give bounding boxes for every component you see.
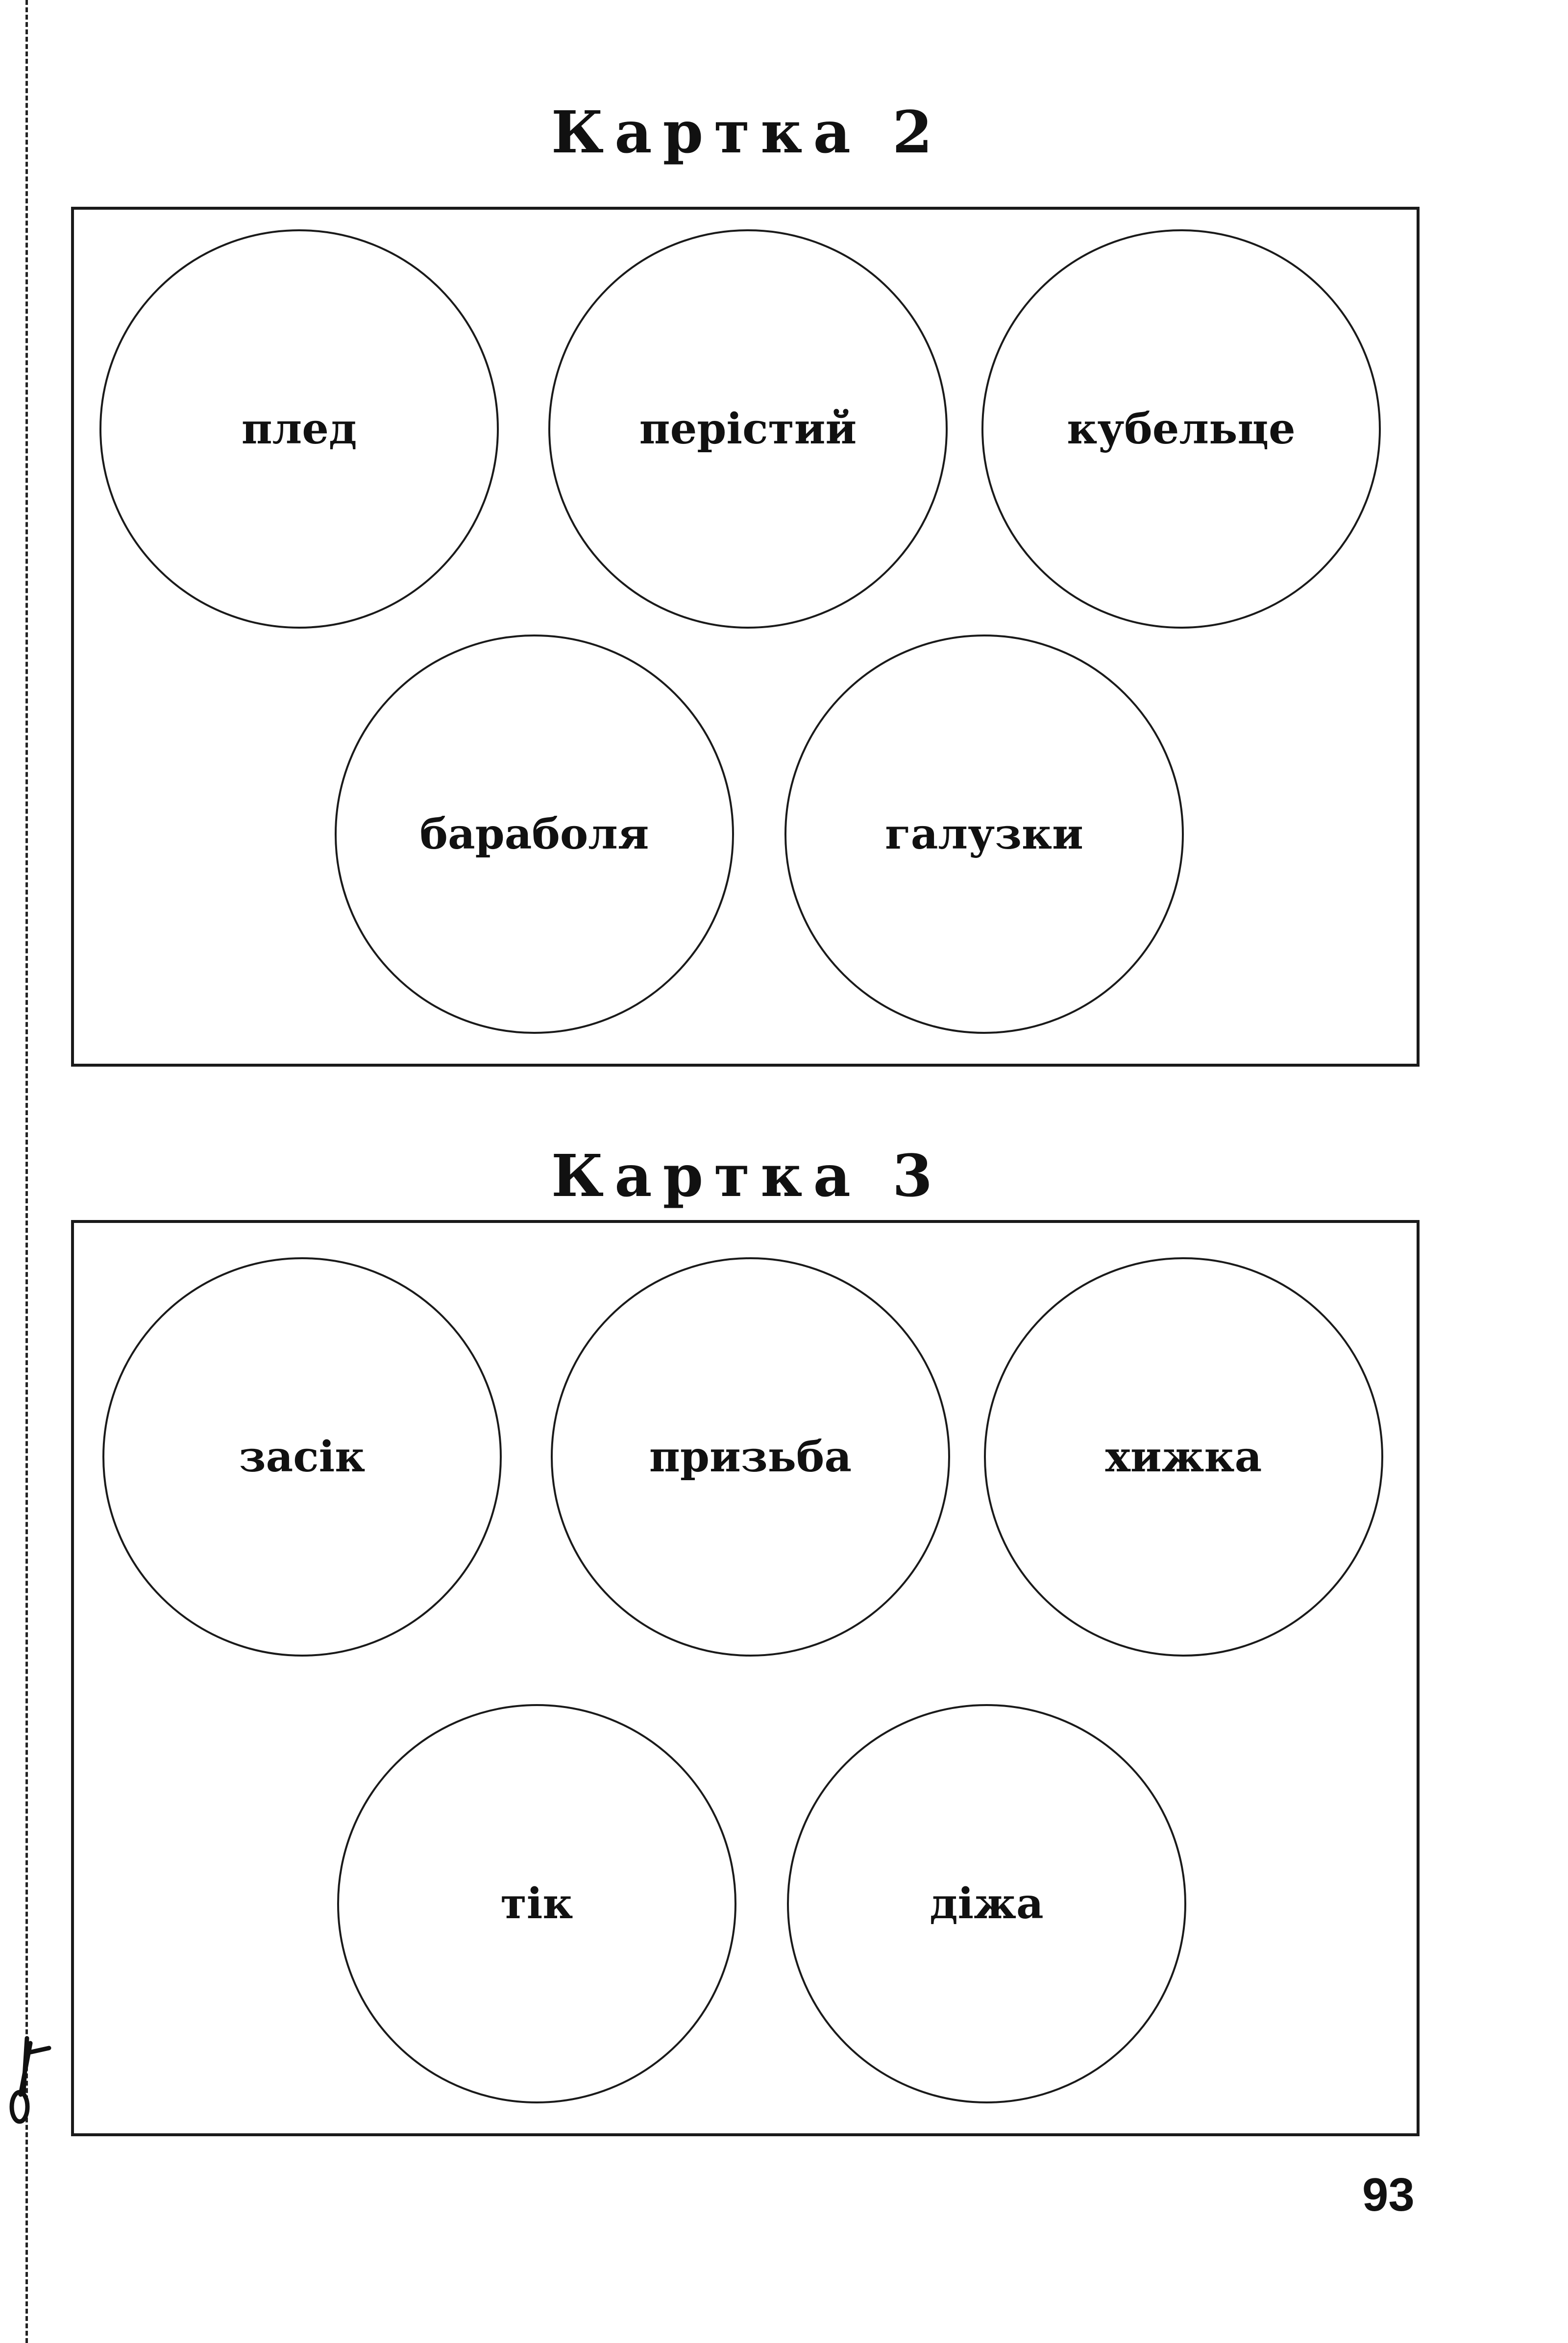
word-label: бараболя: [419, 809, 649, 859]
card-2-title: Картка 2: [551, 98, 944, 166]
word-label: тік: [500, 1879, 573, 1928]
word-circle: [337, 1704, 736, 2103]
card-2: [71, 207, 1420, 1067]
scissors-icon: [0, 2033, 54, 2126]
word-circle: [787, 1704, 1186, 2103]
word-circle: [548, 229, 948, 629]
word-label: засік: [239, 1432, 366, 1482]
word-label: хижка: [1105, 1432, 1262, 1482]
word-label: плед: [241, 404, 357, 454]
word-label: галузки: [885, 809, 1083, 859]
word-circle: [335, 635, 734, 1034]
word-circle: [981, 229, 1381, 629]
word-circle: [551, 1257, 950, 1657]
word-label: діжа: [930, 1879, 1044, 1928]
word-circle: [984, 1257, 1383, 1657]
word-label: кубельце: [1067, 404, 1296, 454]
word-circle: [784, 635, 1184, 1034]
word-circle: [99, 229, 499, 629]
page-number: 93: [1362, 2169, 1415, 2221]
word-label: перістий: [639, 404, 857, 454]
card-3: [71, 1220, 1420, 2136]
card-3-title: Картка 3: [551, 1142, 944, 1210]
word-circle: [102, 1257, 502, 1657]
word-label: призьба: [649, 1432, 852, 1482]
